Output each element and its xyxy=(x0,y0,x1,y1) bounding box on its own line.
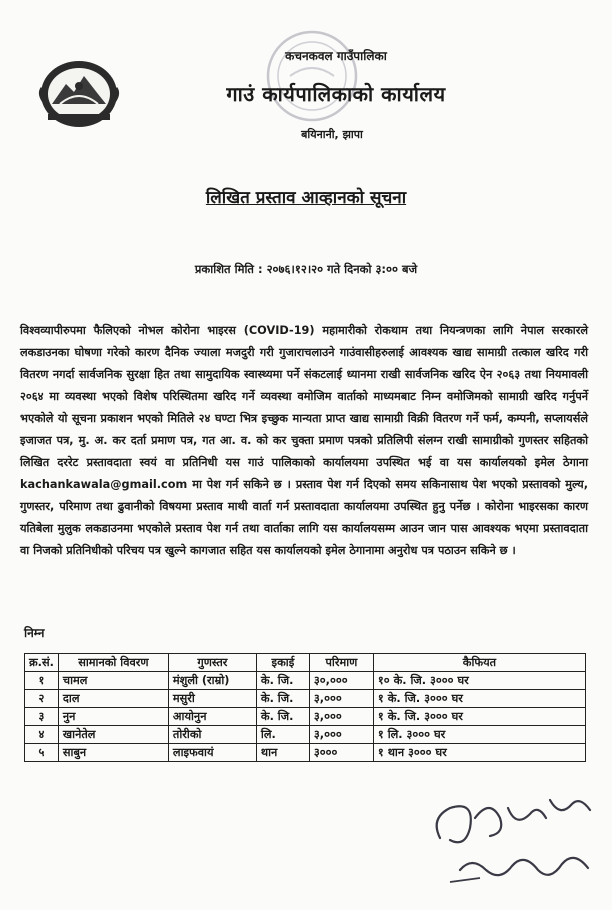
cell-item: साबुन xyxy=(58,744,168,762)
cell-quality: लाइफवायं xyxy=(168,744,256,762)
cell-quantity: ३,००० xyxy=(309,690,373,708)
handwritten-signature xyxy=(420,778,610,898)
col-header-quality: गुणस्तर xyxy=(168,654,256,672)
col-header-quantity: परिमाण xyxy=(309,654,373,672)
cell-item: नुन xyxy=(58,708,168,726)
office-title: गाउं कार्यपालिकाको कार्यालय xyxy=(226,82,446,106)
cell-quality: मंशुली (राम्रो) xyxy=(168,672,256,690)
list-label: निम्न xyxy=(24,626,45,640)
col-header-unit: इकाई xyxy=(256,654,309,672)
office-location: बयिनानी, झापा xyxy=(301,128,363,141)
cell-remarks: १० के. जि. ३००० घर xyxy=(373,672,585,690)
cell-quality: आयोनुन xyxy=(168,708,256,726)
cell-sn: ४ xyxy=(25,726,59,744)
table-row xyxy=(25,726,586,744)
cell-remarks: १ थान ३००० घर xyxy=(373,744,585,762)
cell-sn: २ xyxy=(25,690,59,708)
notice-body: विश्वव्यापीरुपमा फैलिएको नोभल कोरोना भाइरस (COVID-19) महामारीको रोकथाम तथा नियन्त्रणका लागि नेपाल सरकारले लकडाउनका घोषणा गरेको कारण दैनिक ज्याला मजदुरी गरी गुजाराचलाउने गाउंवासीहरुलाई आवश्यक खाद्य सामाग्री तत्काल खरिद गरी वितरण नगर्दा सार्वजनिक सुरक्षा हित तथा सामुदायिक स्वास्थ्यमा पर्ने संकटलाई ध्यानमा राखी सार्वजनिक खरिद ऐन २०६३ तथा नियमावली २०६४ मा व्यवस्था भएको विशेष परिस्थितमा खरिद गर्ने व्यवस्था वमोजिम वार्ताको माध्यमबाट निम्न वमोजिमको सामाग्री खरिद गर्नुपर्ने भएकोले यो सूचना प्रकाशन भएको मितिले २४ घण्टा भित्र इच्छुक मान्यता प्राप्त खाद्य सामाग्री विक्री वितरण गर्ने फर्म, कम्पनी, सप्लायर्सले इजाजत पत्र, मु. अ. कर दर्ता प्रमाण पत्र, गत आ. व. को कर चुक्ता प्रमाण पत्रको प्रतिलिपी संलग्न राखी सामाग्रीको गुणस्तर सहितको लिखित दररेट प्रस्तावदाता स्वयं वा प्रतिनिधी यस गाउं पालिकाको कार्यालयमा उपस्थित भई वा यस कार्यालयको इमेल ठेगाना kachankawala@gmail.com मा पेश गर्न सकिने छ । प्रस्ताव पेश गर्न दिएको समय सकिनासाथ पेश भएको प्रस्तावको मुल्य, गुणस्तर, परिमाण तथा ढुवानीको विषयमा प्रस्ताव माथी वार्ता गर्न प्रस्तावदाता कार्यालयमा उपस्थित हुनु पर्नेछ । कोरोना भाइरसका कारण यतिबेला मुलुक लकडाउनमा भएकोले प्रस्ताव पेश गर्न तथा वार्ताका लागि यस कार्यालयसम्म आउन जान पास आवश्यक भएमा प्रस्तावदाता वा निजको प्रतिनिधीको परिचय पत्र खुल्ने कागजात सहित यस कार्यालयको इमेल ठेगानामा अनुरोध पत्र पठाउन सकिने छ । xyxy=(20,324,588,557)
col-header-remarks: कैफियत xyxy=(373,654,585,672)
published-date: प्रकाशित मिति : २०७६।१२।२० गते दिनको ३:०० बजे xyxy=(194,262,418,276)
cell-sn: ५ xyxy=(25,744,59,762)
items-table xyxy=(24,653,586,762)
municipality-name: कचनकवल गाउँपालिका xyxy=(285,49,387,63)
col-header-sn: क्र.सं. xyxy=(25,654,59,672)
col-header-item: सामानको विवरण xyxy=(58,654,168,672)
cell-item: खानेतेल xyxy=(58,726,168,744)
table-row xyxy=(25,672,586,690)
cell-remarks: १ के. जि. ३००० घर xyxy=(373,690,585,708)
table-header-row xyxy=(25,654,586,672)
cell-unit: के. जि. xyxy=(256,708,309,726)
cell-quantity: ३,००० xyxy=(309,726,373,744)
cell-sn: ३ xyxy=(25,708,59,726)
table-row xyxy=(25,690,586,708)
notice-title: लिखित प्रस्ताव आव्हानको सूचना xyxy=(205,188,407,208)
cell-quality: मसुरी xyxy=(168,690,256,708)
office-stamp xyxy=(262,26,362,126)
cell-unit: के. जि. xyxy=(256,672,309,690)
cell-item: चामल xyxy=(58,672,168,690)
cell-quality: तोरीको xyxy=(168,726,256,744)
cell-unit: लि. xyxy=(256,726,309,744)
cell-sn: १ xyxy=(25,672,59,690)
cell-remarks: १ लि. ३००० घर xyxy=(373,726,585,744)
cell-remarks: १ के. जि. ३००० घर xyxy=(373,708,585,726)
cell-item: दाल xyxy=(58,690,168,708)
cell-quantity: ३०,००० xyxy=(309,672,373,690)
cell-unit: के. जि. xyxy=(256,690,309,708)
table-row xyxy=(25,708,586,726)
cell-quantity: ३,००० xyxy=(309,708,373,726)
cell-unit: थान xyxy=(256,744,309,762)
cell-quantity: ३००० xyxy=(309,744,373,762)
table-row xyxy=(25,744,586,762)
